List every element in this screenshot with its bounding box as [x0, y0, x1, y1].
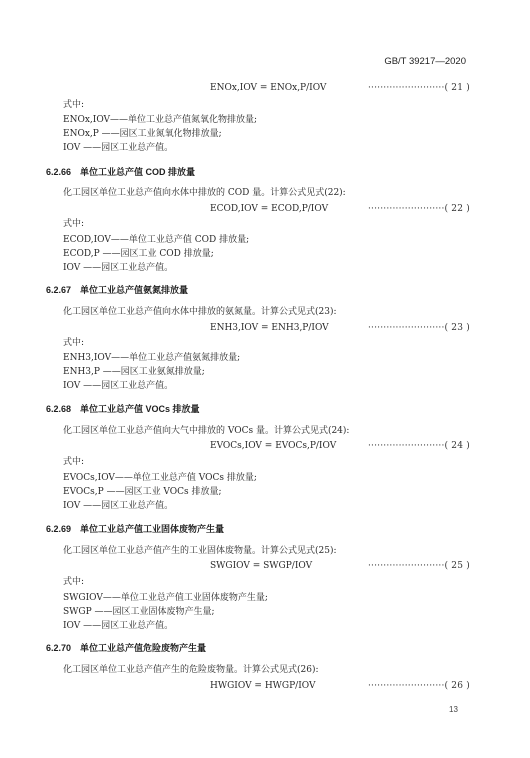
- formula-26: HWGIOV = HWGP/IOV: [210, 681, 316, 691]
- equation-number-21: ·························( 21 ): [368, 83, 470, 93]
- definition-line: IOV ——园区工业总产值。: [63, 143, 174, 153]
- definition-line: IOV ——园区工业总产值。: [63, 621, 174, 631]
- equation-number-23: ·························( 23 ): [368, 323, 470, 333]
- page-number: 13: [449, 705, 458, 714]
- definition-line: SWGIOV——单位工业总产值工业固体废物产生量;: [63, 593, 268, 603]
- where-label: 式中:: [63, 457, 85, 467]
- paragraph: 化工园区单位工业总产值产生的危险废物量。计算公式见式(26):: [63, 665, 319, 675]
- paragraph: 化工园区单位工业总产值向大气中排放的 VOCs 量。计算公式见式(24):: [63, 426, 350, 436]
- section-heading: 6.2.70 单位工业总产值危险废物产生量: [46, 643, 207, 653]
- section-heading: 6.2.66 单位工业总产值 COD 排放量: [46, 167, 196, 177]
- formula-25: SWGIOV = SWGP/IOV: [210, 561, 313, 571]
- where-label: 式中:: [63, 100, 85, 110]
- definition-line: SWGP ——园区工业固体废物产生量;: [63, 607, 215, 617]
- definition-line: ENOx,IOV——单位工业总产值氮氧化物排放量;: [63, 115, 258, 125]
- formula-21: ENOx,IOV = ENOx,P/IOV: [210, 83, 327, 93]
- where-label: 式中:: [63, 219, 85, 229]
- definition-line: EVOCs,IOV——单位工业总产值 VOCs 排放量;: [63, 473, 257, 483]
- paragraph: 化工园区单位工业总产值向水体中排放的 COD 量。计算公式见式(22):: [63, 188, 346, 198]
- definition-line: ECOD,IOV——单位工业总产值 COD 排放量;: [63, 235, 250, 245]
- where-label: 式中:: [63, 577, 85, 587]
- definition-line: IOV ——园区工业总产值。: [63, 501, 174, 511]
- definition-line: IOV ——园区工业总产值。: [63, 381, 174, 391]
- formula-22: ECOD,IOV = ECOD,P/IOV: [210, 204, 329, 214]
- section-heading: 6.2.69 单位工业总产值工业固体废物产生量: [46, 524, 225, 534]
- definition-line: ENH3,IOV——单位工业总产值氨氮排放量;: [63, 353, 241, 363]
- equation-number-24: ·························( 24 ): [368, 441, 470, 451]
- equation-number-25: ·························( 25 ): [368, 561, 470, 571]
- formula-24: EVOCs,IOV = EVOCs,P/IOV: [210, 441, 337, 451]
- definition-line: ENOx,P ——园区工业氮氧化物排放量;: [63, 129, 222, 139]
- formula-23: ENH3,IOV = ENH3,P/IOV: [210, 323, 329, 333]
- paragraph: 化工园区单位工业总产值向水体中排放的氨氮量。计算公式见式(23):: [63, 307, 337, 317]
- equation-number-22: ·························( 22 ): [368, 204, 470, 214]
- definition-line: ENH3,P ——园区工业氨氮排放量;: [63, 367, 205, 377]
- where-label: 式中:: [63, 338, 85, 348]
- definition-line: IOV ——园区工业总产值。: [63, 263, 174, 273]
- definition-line: ECOD,P ——园区工业 COD 排放量;: [63, 249, 214, 259]
- section-heading: 6.2.68 单位工业总产值 VOCs 排放量: [46, 404, 200, 414]
- standard-code: GB/T 39217—2020: [384, 56, 466, 67]
- section-heading: 6.2.67 单位工业总产值氨氮排放量: [46, 285, 189, 295]
- paragraph: 化工园区单位工业总产值产生的工业固体废物量。计算公式见式(25):: [63, 546, 337, 556]
- definition-line: EVOCs,P ——园区工业 VOCs 排放量;: [63, 487, 222, 497]
- equation-number-26: ·························( 26 ): [368, 681, 470, 691]
